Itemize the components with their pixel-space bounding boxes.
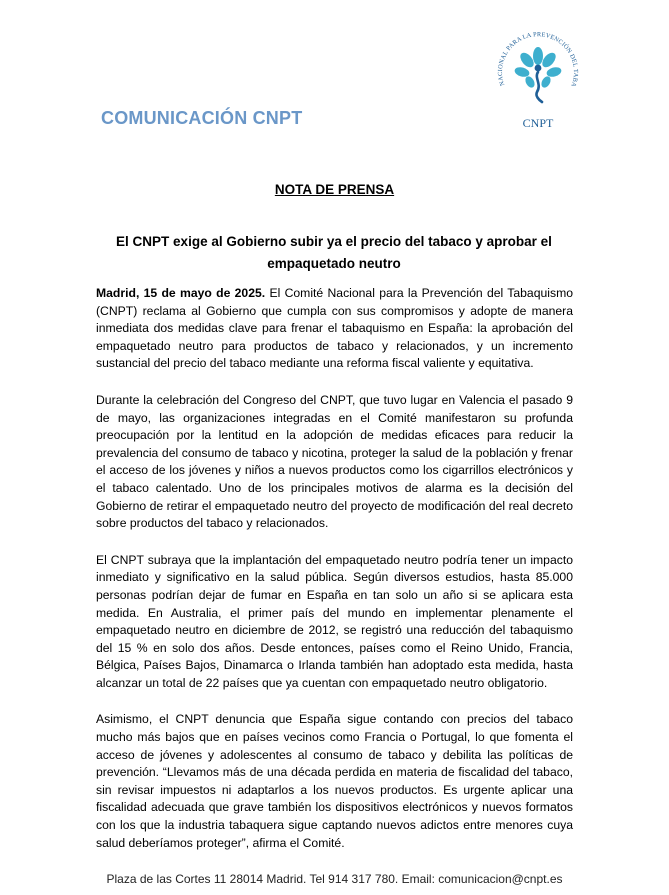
cnpt-logo [490, 22, 586, 132]
doc-title: El CNPT exige al Gobierno subir ya el precio del tabaco y aprobar el empaquetado neutro [116, 234, 552, 271]
paragraph-1-text: El Comité Nacional para la Prevención del Tabaquismo (CNPT) reclama al Gobierno que cumpla con sus compromisos y adopte de manera inmediata dos medidas clave para frenar el tabaquismo en España: la aprobación del empaquetado neutro para productos de tabaco y relacionados, y un incremento sustancial del precio del tabaco mediante una reforma fiscal valiente y equitativa. [96, 286, 573, 371]
article-body [96, 285, 573, 871]
paragraph-4: Asimismo, el CNPT denuncia que España sigue contando con precios del tabaco mucho más bajos que en países vecinos como Francia o Portugal, lo que fomenta el acceso de jóvenes y adolescentes al consumo de tabaco y debilita las políticas de prevención. “Llevamos más de una década perdida en materia de fiscalidad del tabaco, sin revisar impuestos ni adaptarlos a los nuevos productos. Es urgente aplicar una fiscalidad adecuada que grave también los dispositivos electrónicos y nuevos formatos con los que la industria tabaquera sigue captando nuevos adictos entre menores cuya salud deberíamos proteger”, afirma el Comité. [96, 712, 573, 850]
paragraph-3: El CNPT subraya que la implantación del empaquetado neutro podría tener un impacto inmediato y significativo en la salud pública. Según diversos estudios, hasta 85.000 personas podrían dejar de fumar en España en tan solo un año si se aplicara esta medida. En Australia, el primer país del mundo en implementar plenamente el empaquetado neutro en diciembre de 2012, se registró una reducción del tabaquismo del 15 % en solo dos años. Desde entonces, países como el Reino Unido, Francia, Bélgica, Países Bajos, Dinamarca o Irlanda también han adoptado esta medida, hasta alcanzar un total de 22 países que ya cuentan con empaquetado neutro obligatorio. [96, 552, 573, 690]
note-heading: NOTA DE PRENSA [274, 182, 395, 197]
paragraph-2: Durante la celebración del Congreso del CNPT, que tuvo lugar en Valencia el pasado 9 de mayo, las organizaciones integradas en el Comité manifestaron su profunda preocupación por la lentitud en la adopción de medidas eficaces para reducir la prevalencia del consumo de tabaco y nicotina, proteger la salud de la población y frenar el acceso de los jóvenes y niños a nuevos productos como los cigarrillos electrónicos y el tabaco calentado. Uno de los principales motivos de alarma es la decisión del Gobierno de retirar el empaquetado neutro del proyecto de modificación del real decreto sobre productos del tabaco y relacionados. [96, 392, 573, 531]
header-title: COMUNICACIÓN CNPT [101, 108, 303, 128]
logo-label: CNPT [522, 116, 554, 130]
logo-figure-icon [535, 65, 542, 102]
logo-arc-text: NACIONAL PARA LA PREVENCIÓN DEL TABA [496, 31, 580, 88]
paragraph-1 [96, 285, 573, 373]
paragraph-1-lead: Madrid, 15 de mayo de 2025. [96, 286, 266, 300]
cnpt-logo-emblem [490, 22, 586, 118]
footer-contact: Plaza de las Cortes 11 28014 Madrid. Tel 914 317 780. Email: comunicacion@cnpt.es [106, 872, 563, 886]
